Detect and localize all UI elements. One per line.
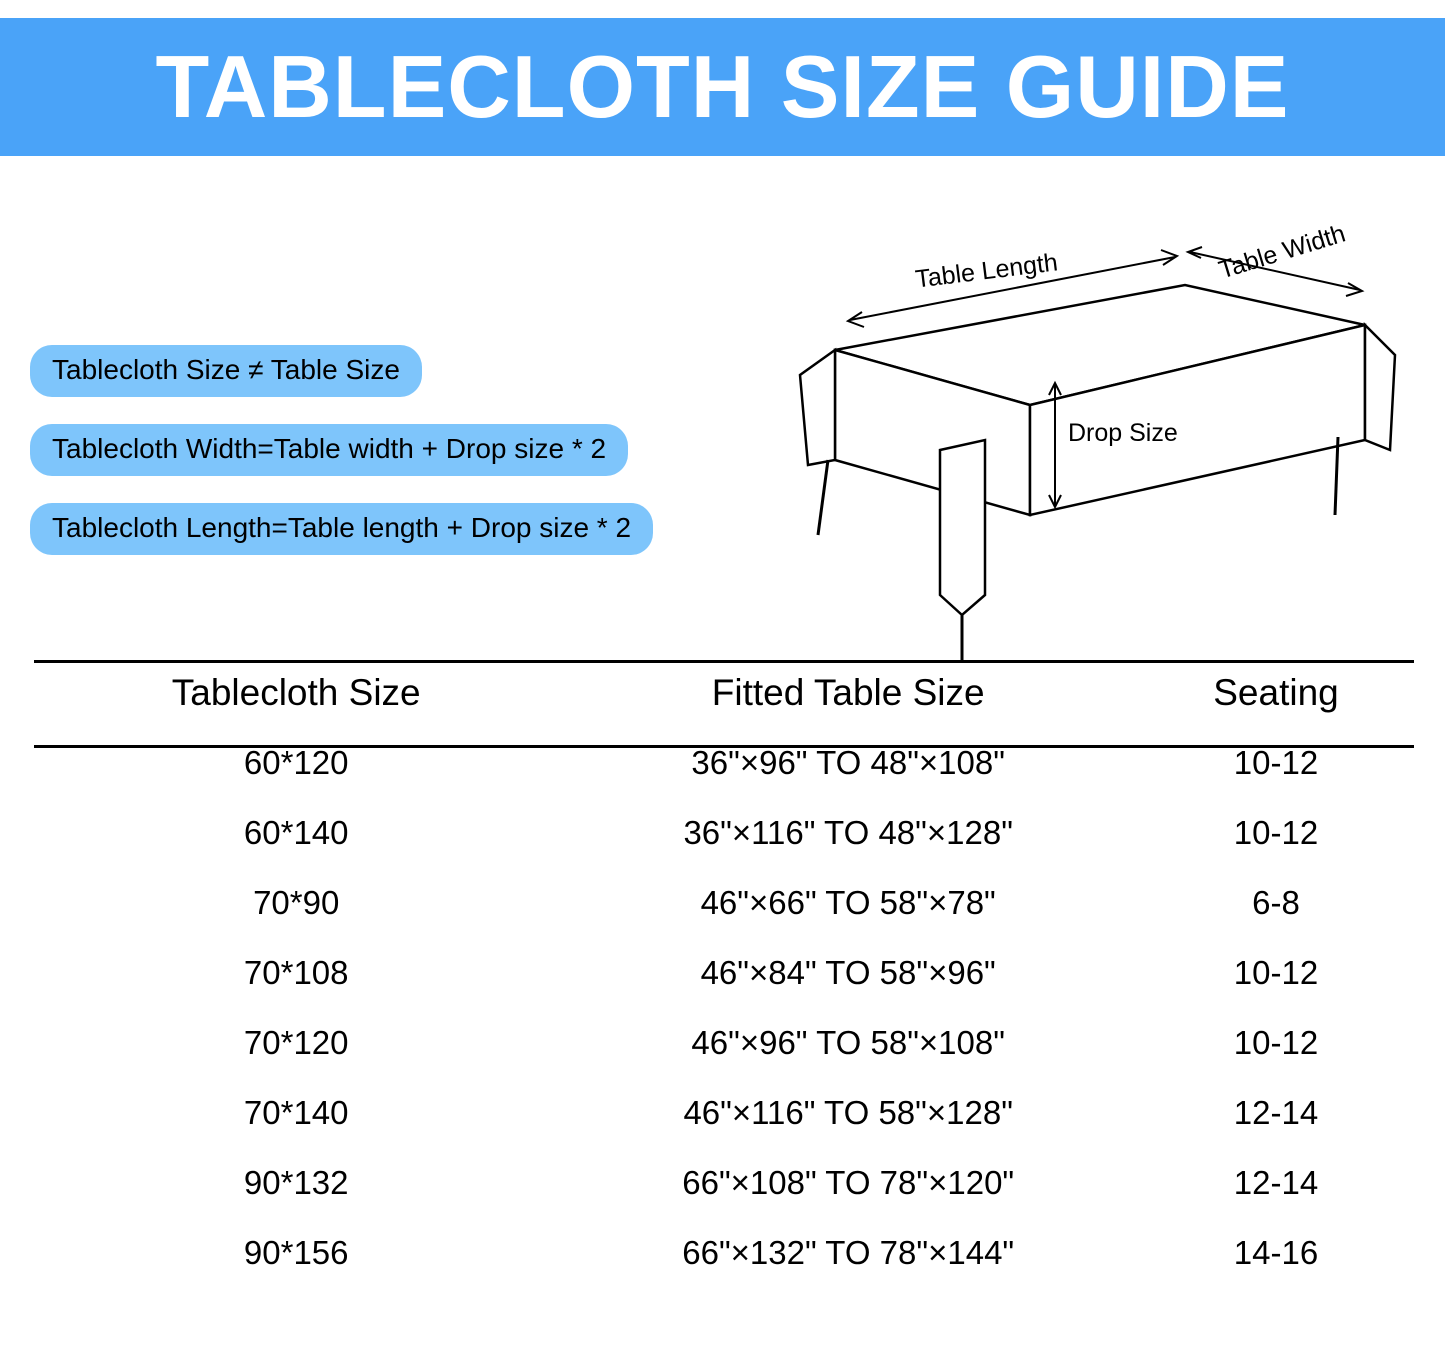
cell-tablecloth-size: 70*140 bbox=[243, 1094, 349, 1131]
cell-fitted-table-size: 46"×96" TO 58"×108" bbox=[691, 1024, 1005, 1061]
formula-pill-length: Tablecloth Length=Table length + Drop size * 2 bbox=[30, 503, 653, 555]
cell-tablecloth-size: 70*120 bbox=[243, 1024, 349, 1061]
cell-fitted-table-size: 66"×132" TO 78"×144" bbox=[682, 1234, 1015, 1271]
cell-fitted-table-size: 66"×108" TO 78"×120" bbox=[682, 1164, 1015, 1201]
cell-seating: 6-8 bbox=[1252, 884, 1300, 921]
diagram-label-drop-size: Drop Size bbox=[1068, 419, 1178, 447]
cell-seating: 14-16 bbox=[1233, 1234, 1319, 1271]
header-banner bbox=[0, 18, 1445, 156]
cell-seating: 10-12 bbox=[1233, 1024, 1319, 1061]
table-row bbox=[34, 938, 1414, 1008]
cell-fitted-table-size: 46"×116" TO 58"×128" bbox=[683, 1094, 1013, 1131]
page-title: TABLECLOTH SIZE GUIDE bbox=[155, 37, 1290, 136]
table-row bbox=[34, 798, 1414, 868]
cell-seating: 10-12 bbox=[1233, 954, 1319, 991]
cell-tablecloth-size: 60*120 bbox=[243, 744, 349, 781]
table-row bbox=[34, 868, 1414, 938]
cell-tablecloth-size: 70*90 bbox=[253, 884, 340, 921]
table-row bbox=[34, 728, 1414, 798]
cell-fitted-table-size: 36"×116" TO 48"×128" bbox=[683, 814, 1013, 851]
diagram-label-table-width: Table Width bbox=[1215, 219, 1349, 285]
cell-seating: 12-14 bbox=[1233, 1094, 1319, 1131]
formula-pill-size: Tablecloth Size ≠ Table Size bbox=[30, 345, 422, 397]
cell-seating: 12-14 bbox=[1233, 1164, 1319, 1201]
cell-seating: 10-12 bbox=[1233, 814, 1319, 851]
cell-tablecloth-size: 60*140 bbox=[243, 814, 349, 851]
tablecloth-diagram bbox=[790, 215, 1410, 665]
size-guide-table bbox=[34, 660, 1414, 1288]
table-row bbox=[34, 1218, 1414, 1288]
column-header-tablecloth-size: Tablecloth Size bbox=[171, 672, 421, 713]
diagram-label-table-length: Table Length bbox=[913, 248, 1060, 294]
formula-pill-width: Tablecloth Width=Table width + Drop size * 2 bbox=[30, 424, 628, 476]
cell-tablecloth-size: 70*108 bbox=[243, 954, 349, 991]
table-header-row bbox=[34, 660, 1414, 728]
table-row bbox=[34, 1008, 1414, 1078]
formula-list bbox=[30, 345, 830, 582]
column-header-seating: Seating bbox=[1213, 672, 1339, 713]
cell-seating: 10-12 bbox=[1233, 744, 1319, 781]
column-header-fitted-table-size: Fitted Table Size bbox=[711, 672, 985, 713]
table-row bbox=[34, 1078, 1414, 1148]
cell-fitted-table-size: 46"×66" TO 58"×78" bbox=[700, 884, 996, 921]
cell-tablecloth-size: 90*132 bbox=[243, 1164, 349, 1201]
cell-fitted-table-size: 46"×84" TO 58"×96" bbox=[700, 954, 996, 991]
cell-fitted-table-size: 36"×96" TO 48"×108" bbox=[691, 744, 1005, 781]
table-row bbox=[34, 1148, 1414, 1218]
cell-tablecloth-size: 90*156 bbox=[243, 1234, 349, 1271]
